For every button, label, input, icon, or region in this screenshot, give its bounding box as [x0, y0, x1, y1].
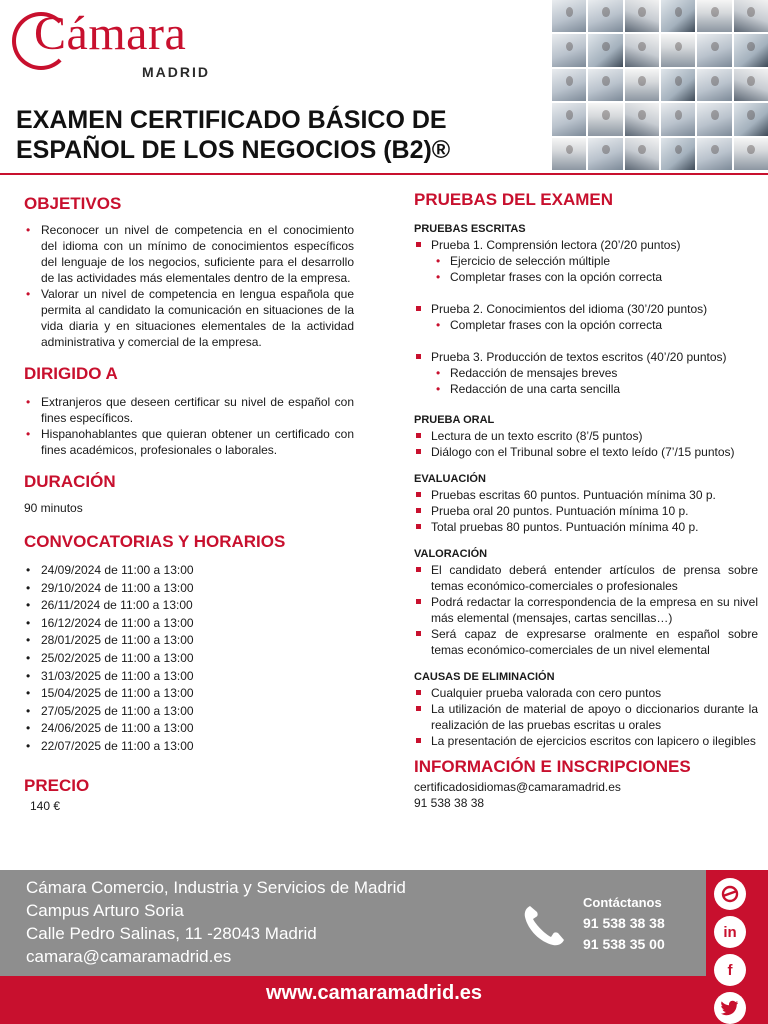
prueba-1-list [414, 237, 758, 285]
escritas-heading: PRUEBAS ESCRITAS [414, 223, 526, 235]
photo [697, 138, 731, 170]
list-item: Pruebas escritas 60 puntos. Puntuación mínima 30 p. [414, 487, 758, 503]
list-item: La presentación de ejercicios escritos con lapicero o ilegibles [414, 733, 758, 749]
dirigido-list [24, 394, 354, 458]
twitter-icon[interactable] [714, 992, 746, 1024]
date-item: • 16/12/2024 de 11:00 a 13:00 [24, 615, 354, 633]
date-item: • 28/01/2025 de 11:00 a 13:00 [24, 632, 354, 650]
list-item: • Redacción de mensajes breves [414, 365, 758, 381]
title-line-2: ESPAÑOL DE LOS NEGOCIOS (B2)® [16, 136, 451, 164]
info-phone[interactable]: 91 538 38 38 [414, 796, 485, 810]
photo [552, 69, 586, 101]
oral-heading: PRUEBA ORAL [414, 414, 495, 426]
left-column [24, 180, 354, 814]
camara-glyph [720, 884, 740, 904]
photo [625, 0, 659, 32]
list-item: Prueba 1. Comprensión lectora (20’/20 puntos) [414, 237, 758, 253]
list-item: • Redacción de una carta sencilla [414, 381, 758, 397]
list-item: Prueba 2. Conocimientos del idioma (30’/20 puntos) [414, 301, 758, 317]
valoracion-list [414, 562, 758, 658]
oral-list [414, 428, 758, 460]
date-item: • 22/07/2025 de 11:00 a 13:00 [24, 738, 354, 756]
photo [588, 0, 622, 32]
list-item: • Hispanohablantes que quieran obtener un certificado con fines académicos, profesionales o laborales. [24, 426, 354, 458]
right-column [414, 180, 758, 811]
pruebas-heading: PRUEBAS DEL EXAMEN [414, 190, 613, 209]
footer-street: Calle Pedro Salinas, 11 -28043 Madrid [26, 924, 317, 943]
photo [697, 103, 731, 135]
photo [588, 34, 622, 66]
valoracion-heading: VALORACIÓN [414, 548, 488, 560]
photo [697, 34, 731, 66]
facebook-icon[interactable]: f [714, 954, 746, 986]
contact-heading: Contáctanos [583, 895, 662, 910]
photo [625, 69, 659, 101]
footer-email[interactable]: camara@camaramadrid.es [26, 947, 232, 966]
page-title [16, 105, 546, 165]
list-item: Diálogo con el Tribunal sobre el texto leído (7’/15 puntos) [414, 444, 758, 460]
list-item: El candidato deberá entender artículos de prensa sobre temas económico-comerciales o profesionales [414, 562, 758, 594]
list-item: La utilización de material de apoyo o diccionarios durante la realización de las pruebas escritas u orales [414, 701, 758, 733]
camara-logo [12, 8, 232, 78]
photo [625, 138, 659, 170]
photo [625, 34, 659, 66]
precio-heading: PRECIO [24, 775, 90, 795]
list-item: Será capaz de expresarse oralmente en español sobre temas económico-comerciales de un nivel elemental [414, 626, 758, 658]
photo [734, 138, 768, 170]
list-item: Total pruebas 80 puntos. Puntuación mínima 40 p. [414, 519, 758, 535]
photo [661, 69, 695, 101]
photo [552, 34, 586, 66]
social-bar [706, 870, 768, 1024]
photo [661, 34, 695, 66]
list-item: • Reconocer un nivel de competencia en el conocimiento del idioma con un mínimo de conocimientos específicos del lenguaje de los negocios, suficiente para el desarrollo de las actividades más elementales dentro de la empresa. [24, 222, 354, 286]
precio-value: 140 € [30, 798, 61, 813]
prueba-2-list [414, 301, 758, 333]
date-item: • 24/09/2024 de 11:00 a 13:00 [24, 562, 354, 580]
convocatorias-heading: CONVOCATORIAS Y HORARIOS [24, 532, 286, 551]
photo [661, 0, 695, 32]
photo [588, 138, 622, 170]
photo [661, 138, 695, 170]
twitter-glyph [721, 1000, 739, 1016]
convocatorias-list [24, 562, 354, 756]
logo-sub: MADRID [142, 64, 210, 80]
title-line-1: EXAMEN CERTIFICADO BÁSICO DE [16, 106, 447, 134]
photo [625, 103, 659, 135]
evaluacion-list [414, 487, 758, 535]
list-item: • Completar frases con la opción correcta [414, 317, 758, 333]
photo [661, 103, 695, 135]
list-item: Cualquier prueba valorada con cero puntos [414, 685, 758, 701]
evaluacion-heading: EVALUACIÓN [414, 473, 486, 485]
photo [588, 103, 622, 135]
phone-icon [520, 902, 568, 950]
date-item: • 31/03/2025 de 11:00 a 13:00 [24, 668, 354, 686]
objetivos-list [24, 222, 354, 350]
photo [552, 0, 586, 32]
list-item: • Completar frases con la opción correcta [414, 269, 758, 285]
footer-campus: Campus Arturo Soria [26, 901, 184, 920]
photo [734, 69, 768, 101]
list-item: Prueba oral 20 puntos. Puntuación mínima 10 p. [414, 503, 758, 519]
photo [697, 0, 731, 32]
photo [734, 34, 768, 66]
causas-heading: CAUSAS DE ELIMINACIÓN [414, 671, 555, 683]
list-item: Lectura de un texto escrito (8’/5 puntos) [414, 428, 758, 444]
date-item: • 27/05/2025 de 11:00 a 13:00 [24, 703, 354, 721]
prueba-3-list [414, 349, 758, 397]
photo [552, 138, 586, 170]
list-item: • Ejercicio de selección múltiple [414, 253, 758, 269]
list-item: Prueba 3. Producción de textos escritos (40’/20 puntos) [414, 349, 758, 365]
date-item: • 25/02/2025 de 11:00 a 13:00 [24, 650, 354, 668]
info-heading: INFORMACIÓN E INSCRIPCIONES [414, 757, 691, 776]
info-email[interactable]: certificadosidiomas@camaramadrid.es [414, 780, 621, 794]
date-item: • 15/04/2025 de 11:00 a 13:00 [24, 685, 354, 703]
causas-list [414, 685, 758, 749]
photo-collage [552, 0, 768, 170]
footer-address [26, 876, 406, 968]
contact-phone-1[interactable]: 91 538 38 38 [583, 915, 665, 931]
footer-org: Cámara Comercio, Industria y Servicios de Madrid [26, 878, 406, 897]
photo [588, 69, 622, 101]
duracion-value: 90 minutos [24, 501, 83, 515]
logo-word: Cámara [34, 7, 187, 60]
camara-icon[interactable] [714, 878, 746, 910]
list-item: • Extranjeros que deseen certificar su nivel de español con fines específicos. [24, 394, 354, 426]
header-divider [0, 173, 768, 175]
objetivos-heading: OBJETIVOS [24, 194, 122, 213]
date-item: • 29/10/2024 de 11:00 a 13:00 [24, 580, 354, 598]
linkedin-icon[interactable]: in [714, 916, 746, 948]
contact-block [583, 893, 665, 955]
photo [697, 69, 731, 101]
dirigido-heading: DIRIGIDO A [24, 364, 118, 383]
list-item: • Valorar un nivel de competencia en lengua española que permita al candidato la comunicación en situaciones de la vida diaria y en situaciones elementales de la actividad administrativa y comercial de la empresa. [24, 286, 354, 350]
website-link[interactable]: www.camaramadrid.es [265, 982, 483, 1004]
duracion-heading: DURACIÓN [24, 472, 116, 491]
contact-phone-2[interactable]: 91 538 35 00 [583, 936, 665, 952]
date-item: • 24/06/2025 de 11:00 a 13:00 [24, 720, 354, 738]
list-item: Podrá redactar la correspondencia de la empresa en su nivel más elemental (mensajes, cartas sencillas…) [414, 594, 758, 626]
date-item: • 26/11/2024 de 11:00 a 13:00 [24, 597, 354, 615]
photo [734, 103, 768, 135]
photo [734, 0, 768, 32]
photo [552, 103, 586, 135]
